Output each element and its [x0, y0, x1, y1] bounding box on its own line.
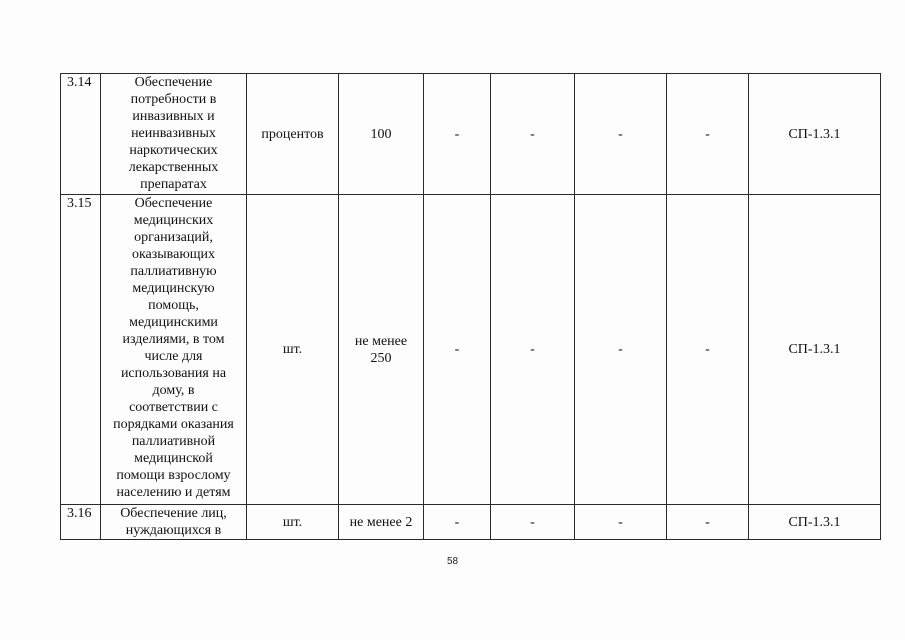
row-code: СП-1.3.1 — [749, 195, 881, 505]
row-cell: - — [424, 195, 491, 505]
row-cell: - — [424, 505, 491, 540]
row-code: СП-1.3.1 — [749, 74, 881, 195]
row-description: Обеспечение медицинских организаций, оказывающих паллиативную медицинскую помощь, медицинскими изделиями, в том числе для использования на дому, в соответствии с порядками оказания паллиативной медицинской помощи взрослому населению и детям — [101, 195, 247, 505]
row-value: 100 — [339, 74, 424, 195]
table-row — [61, 74, 881, 195]
row-number: 3.14 — [61, 74, 101, 195]
row-cell: - — [575, 195, 667, 505]
row-description: Обеспечение лиц, нуждающихся в — [101, 505, 247, 540]
row-unit: шт. — [247, 195, 339, 505]
row-cell: - — [667, 74, 749, 195]
table-row — [61, 505, 881, 540]
row-code: СП-1.3.1 — [749, 505, 881, 540]
row-description: Обеспечение потребности в инвазивных и неинвазивных наркотических лекарственных препаратах — [101, 74, 247, 195]
row-number: 3.15 — [61, 195, 101, 505]
indicators-table — [60, 73, 881, 540]
row-cell: - — [491, 74, 575, 195]
row-number: 3.16 — [61, 505, 101, 540]
row-cell: - — [491, 505, 575, 540]
table-row — [61, 195, 881, 505]
row-cell: - — [575, 505, 667, 540]
row-value: не менее 250 — [339, 195, 424, 505]
row-unit: шт. — [247, 505, 339, 540]
page-number: 58 — [446, 556, 459, 567]
row-cell: - — [667, 505, 749, 540]
row-cell: - — [667, 195, 749, 505]
row-unit: процентов — [247, 74, 339, 195]
row-value: не менее 2 — [339, 505, 424, 540]
row-cell: - — [575, 74, 667, 195]
row-cell: - — [491, 195, 575, 505]
row-cell: - — [424, 74, 491, 195]
